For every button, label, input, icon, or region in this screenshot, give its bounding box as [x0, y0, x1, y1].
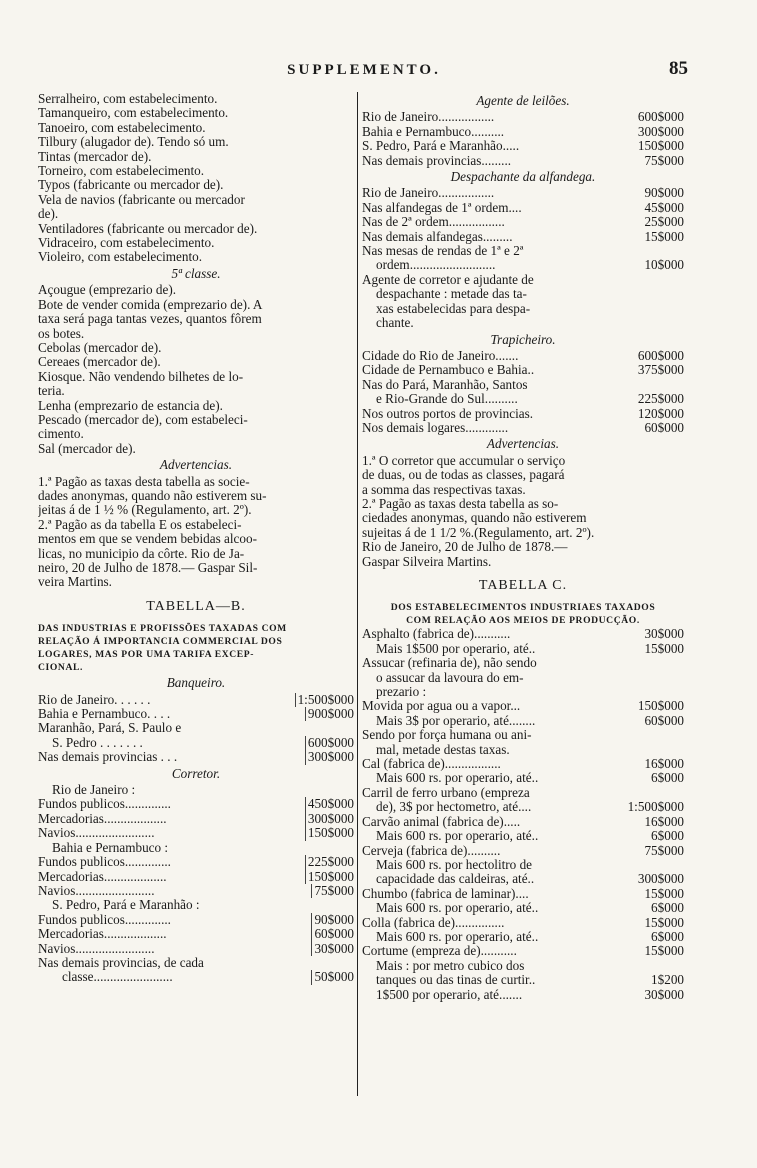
table-row: [362, 139, 684, 153]
text-line: dades anonymas, quando não estiverem su-: [38, 488, 267, 503]
row-amount: 50$000: [311, 970, 354, 984]
table-row: [38, 942, 354, 956]
list-item: os botes.: [38, 326, 85, 341]
right-column: [362, 92, 684, 1002]
text-line: 1.ª Pagão as taxas desta tabella as socie-: [38, 474, 250, 489]
list-item: Kiosque. Não vendendo bilhetes de lo-: [38, 369, 244, 384]
row-amount: 1$200: [651, 972, 684, 988]
row-label: Fundos publicos..............: [38, 912, 171, 927]
row-amount: 150$000: [637, 138, 684, 154]
table-row: [38, 898, 354, 912]
text-line: licas, no municipio da côrte. Rio de Ja-: [38, 546, 245, 561]
table-row: [362, 392, 684, 406]
heading-line: LOGARES, MAS POR UMA TARIFA EXCEP-: [38, 649, 255, 661]
row-label: xas estabelecidas para despa-: [376, 301, 531, 316]
row-label: Chumbo (fabrica de laminar)....: [362, 886, 529, 901]
table-row: [362, 627, 684, 641]
tabella-b-heading: [38, 622, 354, 674]
column-divider: [357, 92, 358, 1096]
text-line: 2.ª Pagão as taxas desta tabella as so-: [362, 496, 559, 511]
table-row: [362, 728, 684, 742]
row-label: Rio de Janeiro.................: [362, 110, 495, 125]
table-row: [38, 750, 354, 764]
row-amount: 6$000: [651, 770, 684, 786]
row-label: chante.: [376, 316, 414, 331]
text-line: a somma das respectivas taxas.: [362, 482, 526, 497]
row-label: Navios........................: [38, 826, 155, 841]
left-advertencias-heading: Advertencias.: [159, 457, 233, 473]
table-row: [362, 258, 684, 272]
row-label: S. Pedro . . . . . . .: [52, 735, 143, 750]
table-row: [362, 988, 684, 1002]
list-item: Cebolas (mercador de).: [38, 340, 162, 355]
row-label: Mais 600 rs. por operario, até..: [376, 829, 539, 844]
list-item: Sal (mercador de).: [38, 441, 136, 456]
row-label: Nas demais provincias.........: [362, 153, 512, 168]
row-label: Nas demais provincias . . .: [38, 750, 178, 765]
table-row: [362, 699, 684, 713]
row-label: despachante : metade das ta-: [376, 287, 527, 302]
table-row: [362, 110, 684, 124]
left-column: [38, 92, 354, 985]
profession-list-b: [38, 283, 354, 456]
row-amount: 225$000: [637, 391, 684, 407]
table-row: [38, 913, 354, 927]
text-line: jeitas á de 1 ½ % (Regulamento, art. 2º).: [38, 503, 252, 518]
list-item: Torneiro, com estabelecimento.: [38, 164, 205, 179]
row-amount: 225$000: [305, 855, 354, 869]
list-item: Ventiladores (fabricante ou mercador de).: [38, 221, 258, 236]
table-row: [362, 959, 684, 973]
left-advertencias-text: [38, 475, 354, 590]
list-item: Pescado (mercador de), com estabeleci-: [38, 412, 248, 427]
table-row: [362, 944, 684, 958]
table-row: [38, 736, 354, 750]
list-item: Violeiro, com estabelecimento.: [38, 250, 202, 265]
list-item: cimento.: [38, 427, 84, 442]
row-label: Fundos publicos..............: [38, 797, 171, 812]
text-line: sujeitas á de 1 1/2 %.(Regulamento, art. 2º).: [362, 525, 595, 540]
row-label: S. Pedro, Pará e Maranhão.....: [362, 139, 520, 154]
profession-list-a: [38, 92, 354, 265]
row-label: Carril de ferro urbano (empreza: [362, 785, 530, 800]
row-amount: 15$000: [644, 914, 684, 930]
list-item: Tamanqueiro, com estabelecimento.: [38, 106, 229, 121]
row-label: mal, metade destas taxas.: [376, 742, 510, 757]
row-amount: 600$000: [637, 109, 684, 125]
row-amount: 30$000: [644, 986, 684, 1002]
table-row: [38, 826, 354, 840]
list-item: de).: [38, 207, 59, 222]
row-amount: 150$000: [305, 870, 354, 884]
table-row: [38, 855, 354, 869]
row-label: Cal (fabrica de).................: [362, 757, 501, 772]
row-amount: 150$000: [305, 826, 354, 840]
table-row: [362, 815, 684, 829]
text-line: mentos em que se vendem bebidas alcoo-: [38, 532, 257, 547]
row-amount: 30$000: [644, 626, 684, 642]
table-row: [362, 973, 684, 987]
table-row: [362, 757, 684, 771]
row-label: Nas demais provincias, de cada: [38, 955, 204, 970]
row-amount: 6$000: [651, 828, 684, 844]
heading-line: RELAÇÃO Á IMPORTANCIA COMMERCIAL DOS: [38, 636, 283, 648]
row-label: Nas mesas de rendas de 1ª e 2ª: [362, 244, 524, 259]
row-amount: 1:500$000: [295, 693, 354, 707]
row-amount: 120$000: [637, 405, 684, 421]
row-label: Navios........................: [38, 883, 155, 898]
table-row: [38, 870, 354, 884]
row-label: de), 3$ por hectometro, até....: [376, 800, 532, 815]
table-row: [362, 125, 684, 139]
table-row: [38, 970, 354, 984]
tabella-c-heading: [362, 601, 684, 627]
agente-table: [362, 110, 684, 168]
table-row: [362, 901, 684, 915]
row-label: Maranhão, Pará, S. Paulo e: [38, 721, 182, 736]
row-label: Mercadorias...................: [38, 927, 167, 942]
row-amount: 16$000: [644, 756, 684, 772]
list-item: Lenha (emprezario de estancia de).: [38, 398, 223, 413]
row-label: Cidade do Rio de Janeiro.......: [362, 348, 519, 363]
row-label: Fundos publicos..............: [38, 855, 171, 870]
table-row: [362, 287, 684, 301]
table-row: [38, 707, 354, 721]
row-label: classe........................: [62, 970, 173, 985]
row-label: Nos outros portos de provincias.: [362, 406, 534, 421]
agente-heading: Agente de leilões.: [476, 93, 570, 108]
heading-line: DAS INDUSTRIAS E PROFISSÕES TAXADAS COM: [38, 623, 287, 635]
row-label: Mais 600 rs. por operario, até..: [376, 929, 539, 944]
table-row: [362, 887, 684, 901]
row-label: Cerveja (fabrica de)..........: [362, 843, 501, 858]
row-label: e Rio-Grande do Sul..........: [376, 392, 518, 407]
row-amount: 900$000: [305, 707, 354, 721]
row-amount: 15$000: [644, 228, 684, 244]
text-line: neiro, 20 de Julho de 1878.— Gaspar Sil-: [38, 561, 258, 575]
list-item: Vidraceiro, com estabelecimento.: [38, 236, 215, 251]
corretor-heading: Corretor.: [171, 765, 221, 781]
row-label: capacidade das caldeiras, até..: [376, 872, 535, 887]
row-amount: 300$000: [305, 812, 354, 826]
table-row: [362, 273, 684, 287]
row-amount: 6$000: [651, 900, 684, 916]
text-line: Rio de Janeiro, 20 de Julho de 1878.—: [362, 540, 568, 555]
row-label: Rio de Janeiro. . . . . .: [38, 692, 151, 707]
banqueiro-table: [38, 693, 354, 765]
table-row: [362, 186, 684, 200]
row-amount: 300$000: [637, 871, 684, 887]
table-row: [362, 215, 684, 229]
table-row: [362, 421, 684, 435]
banqueiro-heading: Banqueiro.: [166, 675, 226, 691]
table-row: [362, 844, 684, 858]
heading-line: COM RELAÇÃO AOS MEIOS DE PRODUCÇÃO.: [406, 615, 640, 627]
list-item: Typos (fabricante ou mercador de).: [38, 178, 224, 193]
row-label: Sendo por força humana ou ani-: [362, 728, 532, 743]
table-row: [362, 714, 684, 728]
row-label: Nas do Pará, Maranhão, Santos: [362, 377, 528, 392]
row-amount: 90$000: [311, 913, 354, 927]
list-item: Serralheiro, com estabelecimento.: [38, 92, 218, 106]
table-row: [362, 685, 684, 699]
row-label: Cortume (empreza de)...........: [362, 944, 517, 959]
row-label: Mais 600 rs. por operario, até..: [376, 771, 539, 786]
row-label: Movida por agua ou a vapor...: [362, 699, 521, 714]
row-label: prezario :: [376, 685, 427, 700]
row-label: o assucar da lavoura do em-: [376, 670, 524, 685]
table-row: [38, 812, 354, 826]
row-amount: 15$000: [644, 885, 684, 901]
table-row: [362, 378, 684, 392]
text-line: 2.ª Pagão as da tabella E os estabeleci-: [38, 517, 242, 532]
table-row: [362, 800, 684, 814]
table-row: [38, 721, 354, 735]
row-amount: 75$000: [644, 152, 684, 168]
table-row: [362, 363, 684, 377]
trapicheiro-table: [362, 349, 684, 435]
table-row: [362, 872, 684, 886]
tabella-c-table: [362, 627, 684, 1002]
list-item: taxa será paga tantas vezes, quantos fôrem: [38, 312, 262, 327]
row-label: Assucar (refinaria de), não sendo: [362, 656, 537, 671]
table-row: [362, 642, 684, 656]
table-row: [38, 956, 354, 970]
corretor-table: [38, 783, 354, 985]
row-label: Bahia e Pernambuco. . . .: [38, 707, 171, 722]
table-row: [38, 783, 354, 797]
table-row: [38, 693, 354, 707]
row-label: Mercadorias...................: [38, 811, 167, 826]
text-line: de duas, ou de todas as classes, pagará: [362, 468, 565, 483]
row-label: Mais 1$500 por operario, até..: [376, 641, 536, 656]
table-row: [362, 786, 684, 800]
table-row: [38, 841, 354, 855]
table-row: [362, 771, 684, 785]
row-label: Bahia e Pernambuco :: [52, 840, 169, 855]
row-label: Rio de Janeiro.................: [362, 186, 495, 201]
row-amount: 90$000: [644, 185, 684, 201]
text-line: ciedades anonymas, quando não estiverem: [362, 511, 587, 526]
row-label: 1$500 por operario, até.......: [376, 987, 523, 1002]
row-label: Navios........................: [38, 941, 155, 956]
row-amount: 25$000: [644, 214, 684, 230]
row-amount: 75$000: [644, 842, 684, 858]
row-label: Mais 600 rs. por hectolitro de: [376, 857, 533, 872]
row-label: Nas demais alfandegas.........: [362, 229, 513, 244]
row-amount: 1:500$000: [627, 799, 684, 815]
list-item: Tanoeiro, com estabelecimento.: [38, 120, 206, 135]
trapicheiro-heading: Trapicheiro.: [490, 331, 556, 347]
row-label: Agente de corretor e ajudante de: [362, 272, 534, 287]
despachante-heading: Despachante da alfandega.: [450, 169, 596, 185]
row-amount: 600$000: [305, 736, 354, 750]
row-label: tanques ou das tinas de curtir..: [376, 973, 536, 988]
row-amount: 6$000: [651, 928, 684, 944]
classe-5-heading: 5ª classe.: [171, 265, 221, 281]
despachante-table: [362, 186, 684, 330]
table-row: [38, 927, 354, 941]
row-amount: 30$000: [311, 942, 354, 956]
row-label: Rio de Janeiro :: [52, 783, 136, 798]
list-item: Açougue (emprezario de).: [38, 283, 177, 298]
table-row: [362, 302, 684, 316]
row-amount: 15$000: [644, 943, 684, 959]
table-row: [38, 797, 354, 811]
row-label: Nas de 2ª ordem.................: [362, 215, 505, 230]
row-amount: 300$000: [637, 123, 684, 139]
right-advertencias-heading: Advertencias.: [486, 436, 560, 452]
row-amount: 300$000: [305, 750, 354, 764]
tabella-c-title: TABELLA C.: [478, 578, 568, 593]
row-amount: 375$000: [637, 362, 684, 378]
row-amount: 60$000: [644, 419, 684, 435]
table-row: [362, 671, 684, 685]
row-amount: 15$000: [644, 640, 684, 656]
row-amount: 450$000: [305, 797, 354, 811]
text-line: Gaspar Silveira Martins.: [362, 554, 492, 569]
row-label: Bahia e Pernambuco..........: [362, 124, 505, 139]
row-label: Mais 3$ por operario, até........: [376, 713, 536, 728]
table-row: [362, 916, 684, 930]
text-line: 1.ª O corretor que accumular o serviço: [362, 453, 566, 468]
row-label: S. Pedro, Pará e Maranhão :: [52, 898, 200, 913]
row-amount: 16$000: [644, 813, 684, 829]
table-row: [362, 407, 684, 421]
heading-line: CIONAL.: [38, 662, 83, 674]
table-row: [362, 829, 684, 843]
table-row: [362, 316, 684, 330]
table-row: [362, 201, 684, 215]
table-row: [362, 656, 684, 670]
list-item: Tintas (mercador de).: [38, 149, 152, 164]
table-row: [38, 884, 354, 898]
table-row: [362, 858, 684, 872]
table-row: [362, 244, 684, 258]
row-label: Colla (fabrica de)...............: [362, 915, 505, 930]
right-advertencias-text: [362, 454, 684, 569]
row-amount: 60$000: [644, 712, 684, 728]
row-amount: 150$000: [637, 698, 684, 714]
table-row: [362, 349, 684, 363]
table-row: [362, 930, 684, 944]
page-title: SUPPLEMENTO.: [287, 62, 441, 78]
row-label: Mais 600 rs. por operario, até..: [376, 901, 539, 916]
row-label: Mais : por metro cubico dos: [376, 958, 525, 973]
row-label: Nos demais logares.............: [362, 420, 509, 435]
list-item: Tilbury (alugador de). Tendo só um.: [38, 135, 229, 150]
table-row: [362, 743, 684, 757]
row-amount: 600$000: [637, 347, 684, 363]
row-amount: 10$000: [644, 257, 684, 273]
heading-line: DOS ESTABELECIMENTOS INDUSTRIAES TAXADOS: [390, 602, 656, 614]
row-label: Asphalto (fabrica de)...........: [362, 627, 511, 642]
row-label: ordem..........................: [376, 258, 496, 273]
row-amount: 75$000: [311, 884, 354, 898]
page-header: [40, 58, 688, 86]
row-label: Cidade de Pernambuco e Bahia..: [362, 363, 535, 378]
table-row: [362, 230, 684, 244]
row-amount: 45$000: [644, 199, 684, 215]
page-number: 85: [669, 58, 688, 79]
row-label: Carvão animal (fabrica de).....: [362, 814, 521, 829]
tabella-b-title: TABELLA—B.: [146, 598, 246, 614]
list-item: Bote de vender comida (emprezario de). A: [38, 297, 263, 312]
row-label: Nas alfandegas de 1ª ordem....: [362, 200, 522, 215]
text-line: veira Martins.: [38, 575, 112, 590]
list-item: teria.: [38, 384, 65, 399]
table-row: [362, 154, 684, 168]
list-item: Vela de navios (fabricante ou mercador: [38, 192, 245, 207]
row-label: Mercadorias...................: [38, 869, 167, 884]
row-amount: 60$000: [311, 927, 354, 941]
list-item: Cereaes (mercador de).: [38, 355, 161, 370]
